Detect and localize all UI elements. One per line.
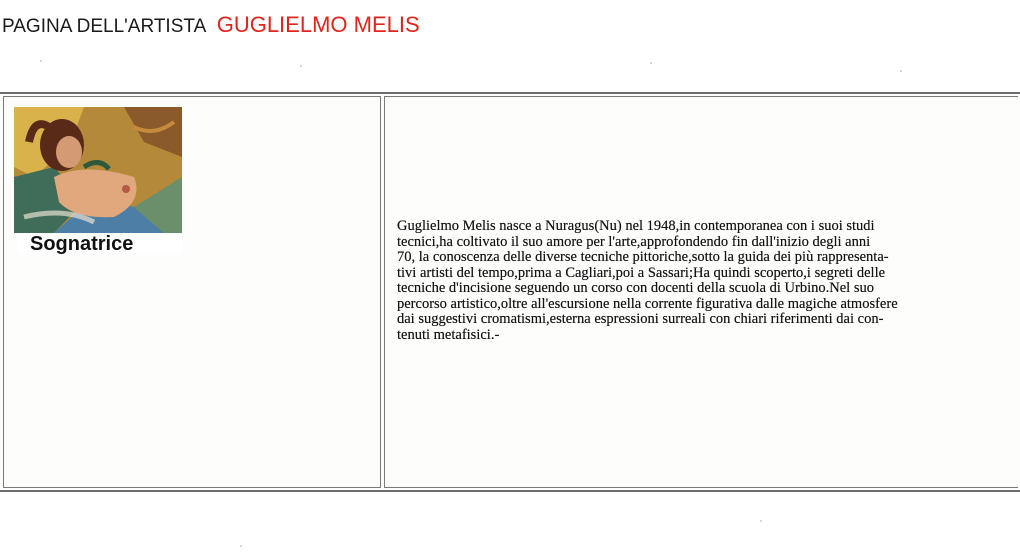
biography-cell [384,96,1018,488]
biography-line: tenuti metafisici.- [397,326,500,343]
scan-artifact [760,520,762,522]
painting-thumbnail-icon[interactable] [14,107,182,233]
scan-artifact [40,60,42,62]
biography-line: dai suggestivi cromatismi,esterna espressioni surreali con chiari riferimenti dai con- [397,311,884,327]
artwork-title: Sognatrice [18,234,182,254]
biography-line: percorso artistico,oltre all'escursione nella corrente figurativa dalle magiche atmosfere [397,295,898,312]
scan-artifact [240,545,242,547]
biography-line: Guglielmo Melis nasce a Nuragus(Nu) nel 1948,in contemporanea con i suoi studi [397,218,875,234]
page-title-prefix: PAGINA DELL'ARTISTA [2,16,207,37]
artist-table [0,92,1020,492]
artwork-cell [3,96,381,488]
scan-artifact [650,62,652,64]
biography-line: tivi artisti del tempo,prima a Cagliari,poi a Sassari;Ha quindi scoperto,i segreti delle [397,264,886,281]
scan-artifact [300,65,302,67]
artist-name: GUGLIELMO MELIS [216,12,420,37]
biography-line: 70, la conoscenza delle diverse tecniche pittoriche,sotto la guida dei più rappresenta- [397,249,889,265]
artist-biography [397,219,1009,343]
biography-line: tecnici,ha coltivato il suo amore per l'arte,approfondendo fin dall'inizio degli anni [397,233,871,250]
biography-line: tecniche d'incisione seguendo un corso con docenti della scuola di Urbino.Nel suo [397,280,874,296]
scan-artifact [900,70,902,72]
page-header [2,14,420,36]
